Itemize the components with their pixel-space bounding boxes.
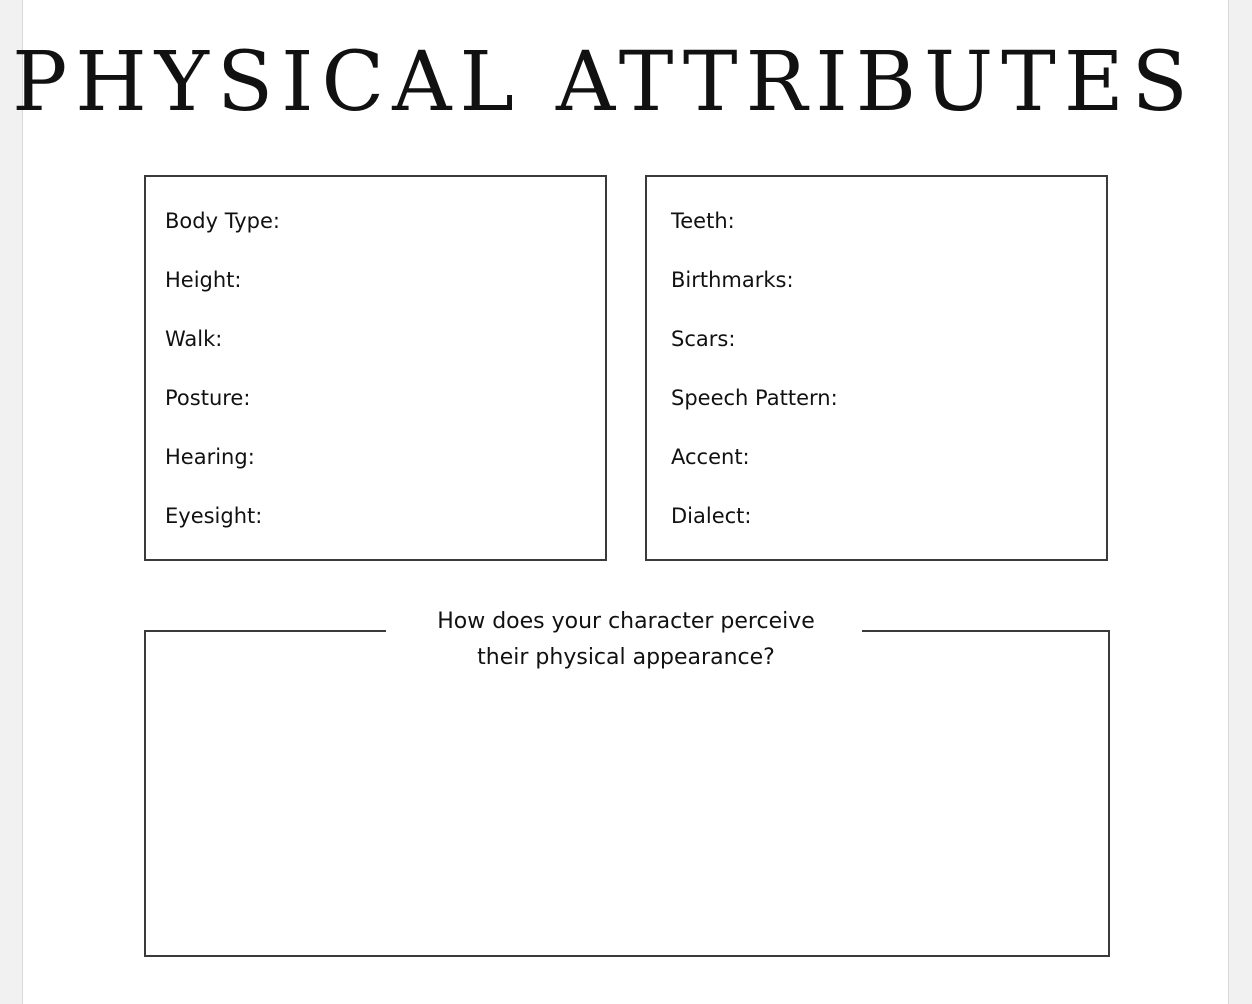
field-accent: Accent: — [671, 445, 750, 469]
page-title: PHYSICAL ATTRIBUTES — [12, 35, 1196, 130]
question-line-2: their physical appearance? — [477, 645, 775, 670]
field-eyesight: Eyesight: — [165, 504, 263, 528]
perception-question — [380, 604, 872, 676]
field-body-type: Body Type: — [165, 209, 280, 233]
left-attributes-box — [144, 175, 607, 561]
question-line-1: How does your character perceive — [437, 609, 815, 634]
right-attributes-box — [645, 175, 1108, 561]
field-dialect: Dialect: — [671, 504, 752, 528]
perception-answer-box — [144, 630, 1110, 957]
field-hearing: Hearing: — [165, 445, 255, 469]
field-birthmarks: Birthmarks: — [671, 268, 794, 292]
field-scars: Scars: — [671, 327, 736, 351]
field-speech-pattern: Speech Pattern: — [671, 386, 838, 410]
field-teeth: Teeth: — [671, 209, 735, 233]
field-walk: Walk: — [165, 327, 223, 351]
field-height: Height: — [165, 268, 242, 292]
field-posture: Posture: — [165, 386, 251, 410]
